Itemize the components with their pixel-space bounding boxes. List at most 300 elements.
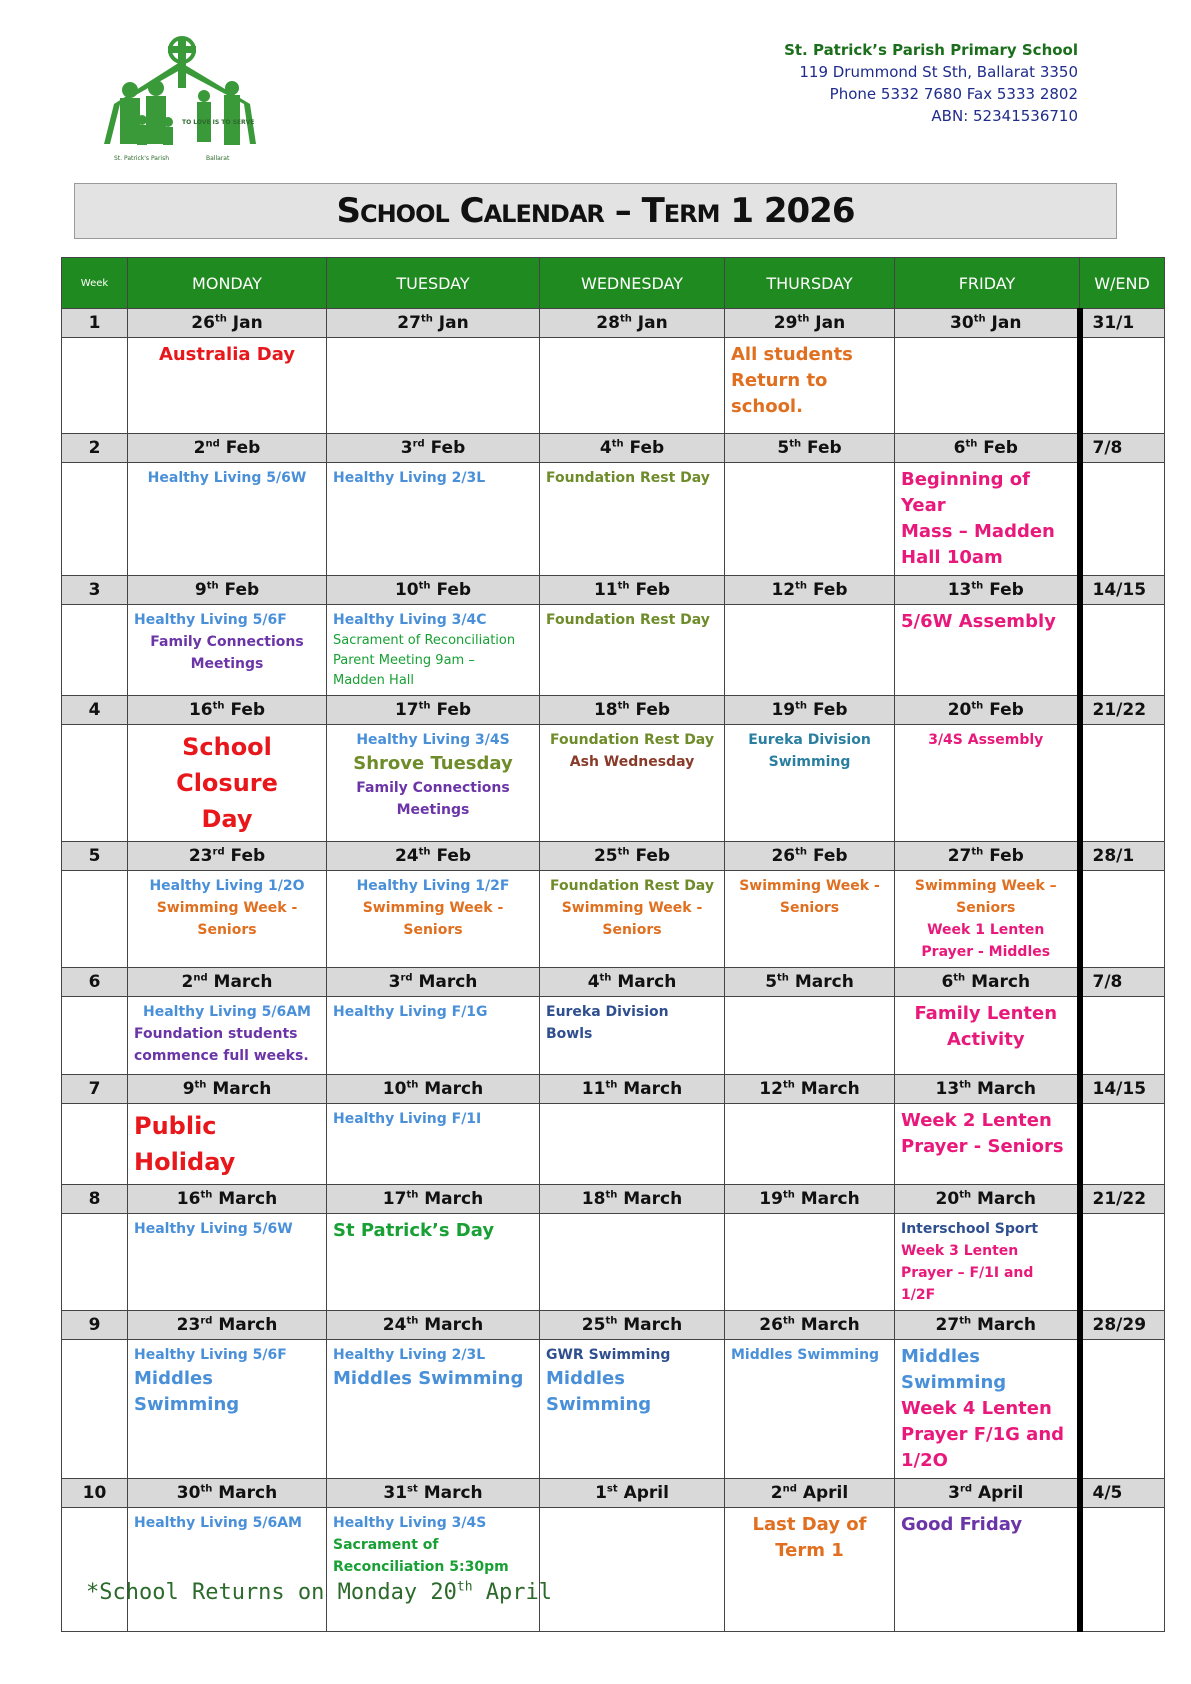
events-cell-thu bbox=[725, 871, 895, 968]
date-month: Feb bbox=[989, 580, 1024, 600]
school-logo bbox=[84, 34, 264, 169]
event-line: Swimming Week - bbox=[362, 900, 504, 916]
weekend-dates: 21/22 bbox=[1080, 696, 1165, 725]
events-row bbox=[62, 725, 1165, 842]
date-cell-mon bbox=[128, 434, 327, 463]
event-line: St Patrick’s Day bbox=[333, 1220, 495, 1241]
date-month: March bbox=[971, 972, 1031, 992]
date-month: March bbox=[418, 972, 478, 992]
events-cell-mon bbox=[128, 463, 327, 576]
event-line: Middles Swimming bbox=[333, 1368, 524, 1389]
event-line: Healthy Living 3/4C bbox=[333, 612, 487, 628]
date-cell-tue bbox=[327, 696, 540, 725]
week-number: 2 bbox=[62, 434, 128, 463]
event-line: Reconciliation 5:30pm bbox=[333, 1559, 509, 1575]
date-day: 30 bbox=[950, 313, 974, 333]
date-row bbox=[62, 309, 1165, 338]
date-day: 13 bbox=[947, 580, 972, 600]
date-day: 28 bbox=[596, 313, 620, 333]
date-month: March bbox=[424, 1189, 484, 1209]
events-cell-fri bbox=[895, 997, 1080, 1075]
event-line: Middles Swimming bbox=[901, 1346, 1007, 1393]
date-day: 25 bbox=[593, 846, 618, 866]
calendar-table bbox=[61, 257, 1165, 1632]
events-cell-thu bbox=[725, 1508, 895, 1632]
date-day: 9 bbox=[194, 580, 207, 600]
date-day: 6 bbox=[953, 438, 966, 458]
footer-month: April bbox=[472, 1580, 553, 1605]
week-spacer bbox=[62, 1508, 128, 1632]
date-month: Jan bbox=[637, 313, 668, 333]
event-line: Healthy Living 2/3L bbox=[333, 1347, 486, 1363]
event-line: Healthy Living F/1I bbox=[333, 1111, 482, 1127]
weekend-dates: 21/22 bbox=[1080, 1185, 1165, 1214]
date-cell-thu bbox=[725, 1185, 895, 1214]
event-line: Australia Day bbox=[158, 344, 296, 365]
date-month: March bbox=[623, 1189, 683, 1209]
events-cell-mon bbox=[128, 997, 327, 1075]
event-line: Prayer - Seniors bbox=[901, 1136, 1064, 1157]
events-cell-fri bbox=[895, 1104, 1080, 1185]
date-day: 6 bbox=[941, 972, 954, 992]
event-line: Sacrament of bbox=[333, 1537, 439, 1553]
date-day: 20 bbox=[935, 1189, 960, 1209]
date-suffix: th bbox=[782, 1079, 795, 1091]
date-suffix: th bbox=[206, 580, 219, 592]
date-cell-fri bbox=[895, 1185, 1080, 1214]
date-row bbox=[62, 1185, 1165, 1214]
event-line: Seniors bbox=[403, 922, 463, 938]
week-spacer bbox=[62, 1340, 128, 1479]
date-cell-tue bbox=[327, 968, 540, 997]
events-cell-thu bbox=[725, 1340, 895, 1479]
date-cell-thu bbox=[725, 434, 895, 463]
event-line: GWR Swimming bbox=[546, 1347, 671, 1363]
event-line: Public Holiday bbox=[134, 1112, 236, 1176]
date-day: 5 bbox=[765, 972, 778, 992]
date-suffix: th bbox=[971, 700, 984, 712]
events-cell-mon bbox=[128, 725, 327, 842]
date-cell-tue bbox=[327, 434, 540, 463]
date-cell-tue bbox=[327, 1311, 540, 1340]
events-cell-tue bbox=[327, 997, 540, 1075]
date-cell-wed bbox=[540, 1185, 725, 1214]
event-line: Foundation students bbox=[134, 1026, 298, 1042]
events-cell-wed bbox=[540, 605, 725, 696]
weekend-events bbox=[1080, 463, 1165, 576]
event-line: Healthy Living F/1G bbox=[333, 1004, 488, 1020]
date-suffix: th bbox=[418, 846, 431, 858]
event-line: Activity bbox=[946, 1029, 1025, 1050]
date-month: March bbox=[213, 972, 273, 992]
date-cell-tue bbox=[327, 1185, 540, 1214]
event-line: 5/6W Assembly bbox=[901, 611, 1056, 632]
logo-motto: TO LOVE IS TO SERVE bbox=[182, 119, 255, 126]
event-line: Healthy Living 5/6F bbox=[134, 612, 287, 628]
week-spacer bbox=[62, 725, 128, 842]
date-cell-thu bbox=[725, 1075, 895, 1104]
event-line: Interschool Sport bbox=[901, 1221, 1039, 1237]
weekend-events bbox=[1080, 997, 1165, 1075]
event-line: Swimming Week – bbox=[914, 878, 1057, 894]
event-line: Healthy Living 5/6W bbox=[134, 1221, 293, 1237]
date-suffix: th bbox=[617, 846, 630, 858]
date-day: 26 bbox=[771, 846, 796, 866]
event-line: Healthy Living 1/2O bbox=[149, 878, 305, 894]
event-line: 1/2O bbox=[901, 1450, 948, 1471]
events-cell-fri bbox=[895, 463, 1080, 576]
date-suffix: nd bbox=[782, 1483, 797, 1495]
date-cell-mon bbox=[128, 576, 327, 605]
date-suffix: rd bbox=[200, 1315, 213, 1327]
week-spacer bbox=[62, 1104, 128, 1185]
date-row bbox=[62, 1311, 1165, 1340]
events-cell-thu bbox=[725, 997, 895, 1075]
date-cell-mon bbox=[128, 1075, 327, 1104]
date-month: March bbox=[794, 972, 854, 992]
date-day: 1 bbox=[595, 1483, 607, 1503]
date-day: 18 bbox=[593, 700, 618, 720]
event-line: Healthy Living 3/4S bbox=[356, 732, 510, 748]
date-row bbox=[62, 1075, 1165, 1104]
date-month: April bbox=[977, 1483, 1024, 1503]
date-day: 4 bbox=[599, 438, 612, 458]
events-cell-wed bbox=[540, 997, 725, 1075]
event-line: Swimming Week - bbox=[561, 900, 703, 916]
date-day: 5 bbox=[777, 438, 790, 458]
date-suffix: th bbox=[617, 700, 630, 712]
date-day: 12 bbox=[759, 1079, 783, 1099]
events-cell-fri bbox=[895, 1340, 1080, 1479]
week-number: 5 bbox=[62, 842, 128, 871]
date-cell-mon bbox=[128, 842, 327, 871]
event-line: Meetings bbox=[190, 656, 264, 672]
events-cell-tue bbox=[327, 463, 540, 576]
date-month: Feb bbox=[430, 438, 466, 458]
events-cell-wed bbox=[540, 1508, 725, 1632]
date-suffix: rd bbox=[959, 1483, 973, 1495]
event-line: school. bbox=[731, 396, 803, 417]
date-month: Feb bbox=[635, 580, 671, 600]
header-monday: MONDAY bbox=[128, 258, 327, 309]
date-month: March bbox=[424, 1315, 484, 1335]
date-month: March bbox=[977, 1079, 1036, 1099]
weekend-events bbox=[1080, 725, 1165, 842]
date-cell-mon bbox=[128, 1479, 327, 1508]
date-suffix: nd bbox=[205, 438, 220, 450]
header-weekend: W/END bbox=[1080, 258, 1165, 309]
weekend-dates: 14/15 bbox=[1080, 1075, 1165, 1104]
date-suffix: st bbox=[407, 1483, 418, 1495]
week-spacer bbox=[62, 463, 128, 576]
date-day: 17 bbox=[394, 700, 419, 720]
date-day: 26 bbox=[191, 313, 215, 333]
date-suffix: th bbox=[420, 313, 433, 325]
date-cell-thu bbox=[725, 842, 895, 871]
date-day: 11 bbox=[581, 1079, 606, 1099]
events-cell-fri bbox=[895, 871, 1080, 968]
weekend-dates: 4/5 bbox=[1080, 1479, 1165, 1508]
event-line: Swimming Week - bbox=[739, 878, 880, 894]
week-number: 4 bbox=[62, 696, 128, 725]
date-month: Feb bbox=[983, 438, 1018, 458]
event-line: Meetings bbox=[396, 802, 470, 818]
events-row bbox=[62, 1104, 1165, 1185]
date-month: March bbox=[977, 1315, 1036, 1335]
event-line: Healthy Living 5/6AM bbox=[134, 1515, 302, 1531]
event-line: Ash Wednesday bbox=[569, 754, 695, 770]
date-suffix: th bbox=[418, 700, 431, 712]
events-cell-mon bbox=[128, 1340, 327, 1479]
date-day: 10 bbox=[382, 1079, 407, 1099]
date-month: Feb bbox=[230, 700, 266, 720]
date-day: 20 bbox=[947, 700, 972, 720]
events-cell-wed bbox=[540, 1340, 725, 1479]
event-line: Healthy Living 1/2F bbox=[356, 878, 510, 894]
events-cell-tue bbox=[327, 605, 540, 696]
date-cell-fri bbox=[895, 1075, 1080, 1104]
date-day: 27 bbox=[947, 846, 972, 866]
events-cell-wed bbox=[540, 338, 725, 434]
date-month: March bbox=[623, 1079, 683, 1099]
date-day: 17 bbox=[382, 1189, 407, 1209]
date-suffix: th bbox=[789, 438, 802, 450]
date-month: March bbox=[218, 1483, 278, 1503]
date-suffix: th bbox=[200, 1189, 213, 1201]
event-line: Healthy Living 5/6W bbox=[147, 470, 307, 486]
event-line: Seniors bbox=[197, 922, 257, 938]
events-cell-fri bbox=[895, 338, 1080, 434]
weekend-events bbox=[1080, 1104, 1165, 1185]
school-details bbox=[784, 39, 1078, 127]
event-line: Family Lenten bbox=[914, 1003, 1058, 1024]
date-day: 27 bbox=[397, 313, 421, 333]
event-line: Middles Swimming bbox=[546, 1368, 652, 1415]
events-cell-mon bbox=[128, 338, 327, 434]
weekend-dates: 31/1 bbox=[1080, 309, 1165, 338]
date-row bbox=[62, 842, 1165, 871]
events-cell-thu bbox=[725, 1104, 895, 1185]
school-phone: Phone 5332 7680 Fax 5333 2802 bbox=[829, 85, 1078, 103]
date-month: Feb bbox=[989, 846, 1024, 866]
header-friday: FRIDAY bbox=[895, 258, 1080, 309]
date-month: Feb bbox=[812, 580, 848, 600]
date-cell-mon bbox=[128, 696, 327, 725]
date-day: 18 bbox=[581, 1189, 606, 1209]
date-cell-thu bbox=[725, 968, 895, 997]
weekend-dates: 7/8 bbox=[1080, 434, 1165, 463]
date-day: 23 bbox=[176, 1315, 201, 1335]
events-cell-wed bbox=[540, 871, 725, 968]
date-day: 30 bbox=[176, 1483, 201, 1503]
event-line: Seniors bbox=[779, 900, 840, 916]
events-cell-thu bbox=[725, 338, 895, 434]
week-number: 1 bbox=[62, 309, 128, 338]
event-line: School Closure bbox=[176, 733, 278, 797]
date-row bbox=[62, 968, 1165, 997]
date-day: 26 bbox=[759, 1315, 783, 1335]
events-row bbox=[62, 605, 1165, 696]
events-row bbox=[62, 463, 1165, 576]
header-wednesday: WEDNESDAY bbox=[540, 258, 725, 309]
date-month: Jan bbox=[232, 313, 263, 333]
date-suffix: th bbox=[782, 1189, 795, 1201]
date-cell-fri bbox=[895, 968, 1080, 997]
date-cell-mon bbox=[128, 1185, 327, 1214]
weekend-events bbox=[1080, 1214, 1165, 1311]
event-line: Hall 10am bbox=[901, 547, 1003, 568]
date-suffix: th bbox=[953, 972, 966, 984]
events-cell-fri bbox=[895, 605, 1080, 696]
date-suffix: th bbox=[777, 972, 789, 984]
date-day: 3 bbox=[948, 1483, 960, 1503]
date-cell-fri bbox=[895, 1479, 1080, 1508]
event-line: Seniors bbox=[956, 900, 1016, 916]
date-cell-tue bbox=[327, 576, 540, 605]
weekend-dates: 14/15 bbox=[1080, 576, 1165, 605]
date-month: Jan bbox=[991, 313, 1022, 333]
date-suffix: th bbox=[971, 580, 984, 592]
date-month: March bbox=[424, 1079, 484, 1099]
event-line: Week 3 Lenten bbox=[901, 1243, 1019, 1259]
header-thursday: THURSDAY bbox=[725, 258, 895, 309]
week-number: 8 bbox=[62, 1185, 128, 1214]
date-day: 2 bbox=[193, 438, 206, 458]
date-suffix: th bbox=[973, 313, 986, 325]
header-row bbox=[62, 258, 1165, 309]
date-month: Feb bbox=[989, 700, 1024, 720]
event-line: Healthy Living 3/4S bbox=[333, 1515, 487, 1531]
date-day: 29 bbox=[773, 313, 798, 333]
date-cell-thu bbox=[725, 1311, 895, 1340]
week-number: 7 bbox=[62, 1075, 128, 1104]
date-day: 3 bbox=[400, 438, 413, 458]
events-cell-wed bbox=[540, 1104, 725, 1185]
date-cell-fri bbox=[895, 576, 1080, 605]
date-cell-wed bbox=[540, 1311, 725, 1340]
footer-sup: th bbox=[456, 1579, 473, 1595]
date-month: March bbox=[800, 1315, 860, 1335]
date-day: 3 bbox=[388, 972, 401, 992]
date-cell-thu bbox=[725, 1479, 895, 1508]
events-cell-fri bbox=[895, 1508, 1080, 1632]
date-month: March bbox=[800, 1189, 860, 1209]
date-month: Feb bbox=[436, 700, 472, 720]
date-day: 4 bbox=[587, 972, 600, 992]
date-row bbox=[62, 1479, 1165, 1508]
event-line: Swimming Week - bbox=[156, 900, 298, 916]
event-line: Return to bbox=[731, 370, 828, 391]
date-month: Feb bbox=[225, 438, 261, 458]
events-cell-thu bbox=[725, 605, 895, 696]
event-line: Bowls bbox=[546, 1026, 593, 1042]
events-row bbox=[62, 871, 1165, 968]
weekend-events bbox=[1080, 1340, 1165, 1479]
events-row bbox=[62, 1214, 1165, 1311]
date-suffix: th bbox=[797, 313, 810, 325]
events-cell-thu bbox=[725, 725, 895, 842]
date-cell-wed bbox=[540, 696, 725, 725]
date-day: 16 bbox=[176, 1189, 201, 1209]
date-day: 2 bbox=[181, 972, 194, 992]
event-line: Good Friday bbox=[901, 1514, 1023, 1535]
events-cell-tue bbox=[327, 725, 540, 842]
title-box bbox=[74, 183, 1117, 239]
event-line: Prayer - Middles bbox=[921, 944, 1051, 960]
event-line: commence full weeks. bbox=[134, 1048, 309, 1064]
event-line: Healthy Living 5/6F bbox=[134, 1347, 287, 1363]
date-month: March bbox=[800, 1079, 860, 1099]
date-suffix: th bbox=[795, 846, 808, 858]
event-line: Mass – Madden bbox=[901, 521, 1055, 542]
weekend-dates: 28/29 bbox=[1080, 1311, 1165, 1340]
date-suffix: th bbox=[965, 438, 978, 450]
date-suffix: th bbox=[406, 1189, 419, 1201]
date-cell-fri bbox=[895, 696, 1080, 725]
events-cell-tue bbox=[327, 871, 540, 968]
events-cell-mon bbox=[128, 1508, 327, 1632]
event-line: Foundation Rest Day bbox=[550, 878, 714, 894]
date-suffix: rd bbox=[400, 972, 413, 984]
events-cell-tue bbox=[327, 1508, 540, 1632]
events-cell-thu bbox=[725, 1214, 895, 1311]
date-month: Feb bbox=[230, 846, 266, 866]
event-line: All students bbox=[731, 344, 853, 365]
events-cell-mon bbox=[128, 1104, 327, 1185]
event-line: Foundation Rest Day bbox=[550, 732, 714, 748]
event-line: Family Connections bbox=[356, 780, 510, 796]
date-cell-wed bbox=[540, 842, 725, 871]
date-suffix: st bbox=[606, 1483, 618, 1495]
date-month: March bbox=[218, 1189, 278, 1209]
date-day: 24 bbox=[382, 1315, 407, 1335]
date-day: 9 bbox=[182, 1079, 195, 1099]
events-cell-mon bbox=[128, 871, 327, 968]
event-line: Family Connections bbox=[150, 634, 304, 650]
date-suffix: th bbox=[406, 1315, 419, 1327]
date-day: 24 bbox=[394, 846, 419, 866]
date-cell-thu bbox=[725, 696, 895, 725]
date-day: 19 bbox=[759, 1189, 783, 1209]
date-month: March bbox=[977, 1189, 1036, 1209]
date-month: Feb bbox=[436, 846, 472, 866]
event-line: Madden Hall bbox=[333, 673, 415, 688]
events-row bbox=[62, 997, 1165, 1075]
date-row bbox=[62, 576, 1165, 605]
date-row bbox=[62, 696, 1165, 725]
event-line: Eureka Division bbox=[748, 732, 871, 748]
date-month: Feb bbox=[812, 846, 848, 866]
date-cell-wed bbox=[540, 434, 725, 463]
event-line: Week 4 Lenten bbox=[901, 1398, 1052, 1419]
date-cell-tue bbox=[327, 1479, 540, 1508]
date-month: Feb bbox=[629, 438, 665, 458]
school-address: 119 Drummond St Sth, Ballarat 3350 bbox=[799, 63, 1078, 81]
date-cell-tue bbox=[327, 842, 540, 871]
date-cell-tue bbox=[327, 1075, 540, 1104]
date-month: March bbox=[617, 972, 677, 992]
date-month: March bbox=[423, 1483, 483, 1503]
week-number: 9 bbox=[62, 1311, 128, 1340]
events-row bbox=[62, 1340, 1165, 1479]
date-suffix: th bbox=[959, 1315, 972, 1327]
weekend-events bbox=[1080, 1508, 1165, 1632]
date-month: Feb bbox=[807, 438, 842, 458]
date-month: April bbox=[623, 1483, 669, 1503]
week-spacer bbox=[62, 871, 128, 968]
event-line: Week 2 Lenten bbox=[901, 1110, 1052, 1131]
events-cell-wed bbox=[540, 463, 725, 576]
